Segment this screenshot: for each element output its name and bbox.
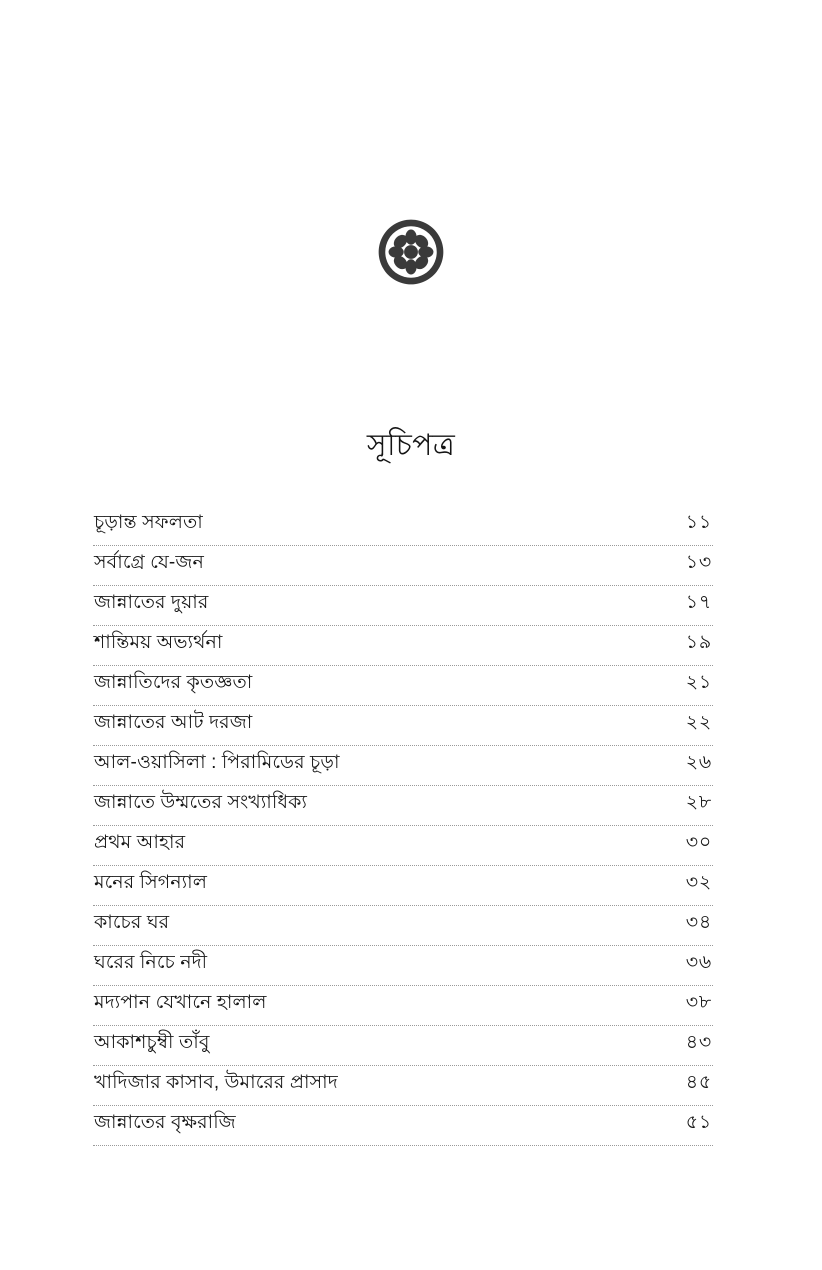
toc-list [93,506,713,1146]
toc-entry-page: ৩২ [685,872,712,893]
toc-entry-title: জান্নাতিদের কৃতজ্ঞতা [94,672,253,693]
toc-entry-page: ৪৫ [685,1072,712,1093]
toc-entry-title: শান্তিময় অভ্যর্থনা [94,632,223,653]
toc-entry-title: কাচের ঘর [94,912,170,933]
toc-entry[interactable] [93,626,713,666]
toc-entry-page: ১৩ [685,552,712,573]
toc-entry-title: আকাশচুম্বী তাঁবু [94,1032,210,1053]
toc-entry-title: মনের সিগন্যাল [94,872,208,893]
toc-entry-page: ১১ [685,512,712,533]
toc-entry[interactable] [93,826,713,866]
toc-entry-title: আল-ওয়াসিলা : পিরামিডের চূড়া [94,752,340,773]
toc-entry-page: ১৭ [685,592,712,613]
toc-entry[interactable] [93,666,713,706]
toc-entry[interactable] [93,546,713,586]
toc-entry-page: ১৯ [685,632,712,653]
toc-entry-title: জান্নাতের দুয়ার [94,592,209,613]
toc-entry-title: প্রথম আহার [94,832,186,853]
ornament-container [0,219,822,285]
toc-entry[interactable] [93,1106,713,1146]
toc-entry-title: সর্বাগ্রে যে-জন [94,552,204,573]
toc-entry-title: জান্নাতের বৃক্ষরাজি [94,1112,236,1133]
toc-entry[interactable] [93,986,713,1026]
toc-entry[interactable] [93,706,713,746]
toc-entry[interactable] [93,1066,713,1106]
toc-entry-title: খাদিজার কাসাব, উমারের প্রাসাদ [94,1072,338,1093]
toc-entry-page: ২৮ [685,792,712,813]
toc-entry-page: ৩৮ [685,992,712,1013]
toc-entry-page: ৩৬ [685,952,712,973]
toc-entry[interactable] [93,506,713,546]
toc-entry-title: মদ্যপান যেখানে হালাল [94,992,267,1013]
toc-entry-page: ৫১ [685,1112,712,1133]
toc-entry[interactable] [93,906,713,946]
toc-entry[interactable] [93,746,713,786]
toc-entry-page: ৩৪ [685,912,712,933]
toc-entry-title: ঘরের নিচে নদী [94,952,208,973]
toc-entry-page: ৩০ [685,832,712,853]
page-title: সূচিপত্র [366,429,456,462]
toc-entry[interactable] [93,866,713,906]
flower-rosette-ornament [378,219,444,285]
toc-entry-title: জান্নাতের আট দরজা [94,712,253,733]
toc-entry-page: ২৬ [685,752,712,773]
toc-entry[interactable] [93,786,713,826]
toc-entry-page: ৪৩ [685,1032,712,1053]
toc-entry-page: ২২ [685,712,712,733]
toc-entry[interactable] [93,946,713,986]
toc-entry-title: চূড়ান্ত সফলতা [94,512,203,533]
toc-entry[interactable] [93,586,713,626]
toc-entry-title: জান্নাতে উম্মতের সংখ্যাধিক্য [94,792,307,813]
toc-entry[interactable] [93,1026,713,1066]
toc-entry-page: ২১ [685,672,712,693]
